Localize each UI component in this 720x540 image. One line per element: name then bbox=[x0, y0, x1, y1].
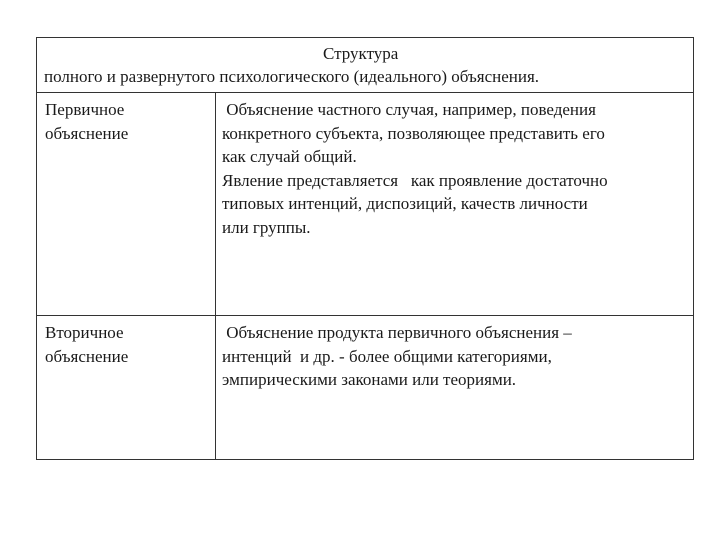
table-title-line-1: Структура bbox=[323, 44, 399, 63]
table-row-primary bbox=[37, 93, 693, 316]
table-row-secondary bbox=[37, 316, 693, 459]
term-line: Первичное bbox=[45, 100, 125, 119]
description-cell-primary bbox=[216, 93, 693, 315]
explanation-structure-table bbox=[36, 37, 694, 460]
table-title-line-2: полного и развернутого психологического (идеального) объяснения. bbox=[44, 67, 540, 86]
term-cell-secondary bbox=[37, 316, 216, 459]
term-line: объяснение bbox=[45, 346, 129, 366]
term-line: объяснение bbox=[45, 123, 129, 143]
term-cell-primary bbox=[37, 93, 216, 315]
description-line: Объяснение продукта первичного объяснения – bbox=[222, 323, 572, 342]
description-line: Объяснение частного случая, например, поведения bbox=[222, 100, 596, 119]
description-line: типовых интенций, диспозиций, качеств личности bbox=[222, 194, 588, 213]
description-line: Явление представляется как проявление достаточно bbox=[222, 170, 608, 190]
description-line: эмпирическими законами или теориями. bbox=[222, 370, 517, 389]
description-cell-secondary bbox=[216, 316, 693, 459]
description-line: как случай общий. bbox=[222, 147, 357, 166]
term-line: Вторичное bbox=[45, 323, 124, 342]
description-line: интенций и др. - более общими категориями, bbox=[222, 346, 552, 366]
description-line: или группы. bbox=[222, 217, 311, 237]
description-line: конкретного субъекта, позволяющее представить его bbox=[222, 123, 605, 143]
table-title bbox=[37, 38, 693, 93]
